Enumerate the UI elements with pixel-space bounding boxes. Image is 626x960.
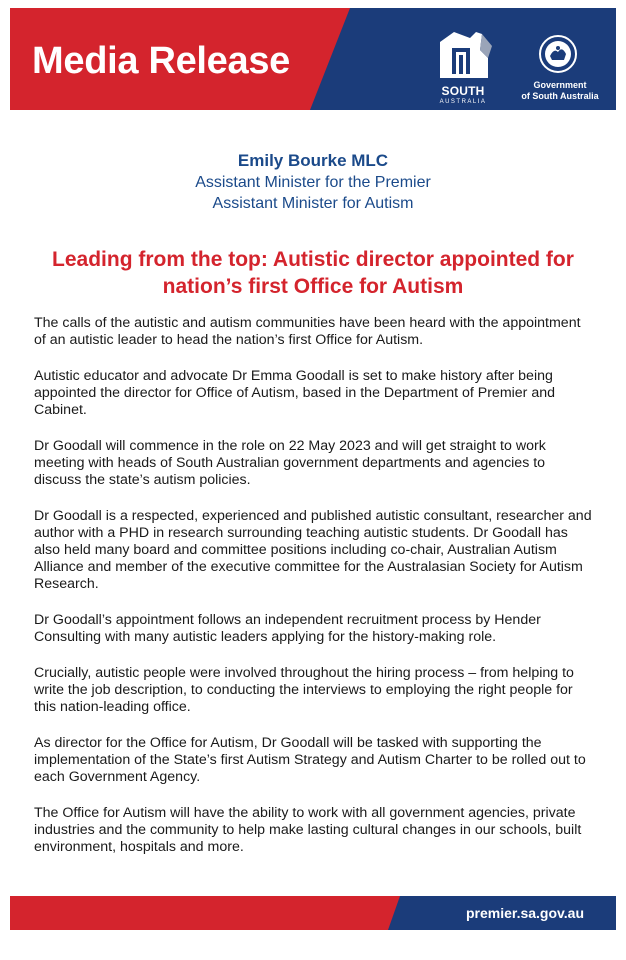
body-paragraph: Dr Goodall is a respected, experienced and published autistic consultant, researcher and author with a PHD in research surrounding teaching autistic students. Dr Goodall has also held many board and committee positions including co-chair, Australian Autism Alliance and member of the executive committee for the Australasian Society for Autism Research.: [34, 508, 592, 592]
minister-role-2: Assistant Minister for Autism: [212, 195, 414, 212]
media-release-banner: [10, 8, 616, 110]
body-paragraph: The Office for Autism will have the ability to work with all government agencies, private industries and the community to help make lasting cultural changes in our schools, built environment, hospitals and more.: [34, 805, 582, 855]
south-australia-logo: [430, 28, 496, 110]
government-sa-logo: [510, 34, 610, 110]
minister-block: [0, 150, 626, 214]
body-paragraph: Dr Goodall will commence in the role on 22 May 2023 and will get straight to work meeting with heads of South Australian government departments and agencies to discuss the state’s autism policies.: [34, 438, 546, 488]
state-seal-icon: [538, 34, 578, 74]
footer-banner: [10, 896, 616, 930]
sa-map-icon: [430, 28, 496, 84]
release-headline: Leading from the top: Autistic director appointed for nation’s first Office for Autism: [52, 248, 574, 298]
minister-role-1: Assistant Minister for the Premier: [195, 174, 431, 191]
sa-logo-sub: AUSTRALIA: [439, 99, 487, 105]
body-paragraph: As director for the Office for Autism, Dr Goodall will be tasked with supporting the implementation of the State’s first Autism Strategy and Autism Charter to be rolled out to each Government Agency.: [34, 735, 586, 785]
release-body: [34, 315, 594, 875]
footer-url: premier.sa.gov.au: [465, 905, 584, 921]
sa-logo-word: SOUTH: [441, 84, 485, 98]
gov-logo-line-1: Government: [533, 80, 587, 90]
body-paragraph: The calls of the autistic and autism communities have been heard with the appointment of an autistic leader to head the nation’s first Office for Autism.: [34, 315, 581, 348]
body-paragraph: Crucially, autistic people were involved throughout the hiring process – from helping to write the job description, to conducting the interviews to employing the right people for this nation-leading office.: [34, 665, 574, 715]
gov-logo-line-2: of South Australia: [521, 91, 599, 101]
minister-name: Emily Bourke MLC: [237, 151, 389, 170]
gov-logo-text: [510, 80, 610, 102]
body-paragraph: Autistic educator and advocate Dr Emma Goodall is set to make history after being appointed the director for Office of Autism, based in the Department of Premier and Cabinet.: [34, 368, 556, 418]
banner-title: Media Release: [32, 40, 291, 82]
body-paragraph: Dr Goodall’s appointment follows an independent recruitment process by Hender Consulting with many autistic leaders applying for the history-making role.: [34, 612, 541, 645]
